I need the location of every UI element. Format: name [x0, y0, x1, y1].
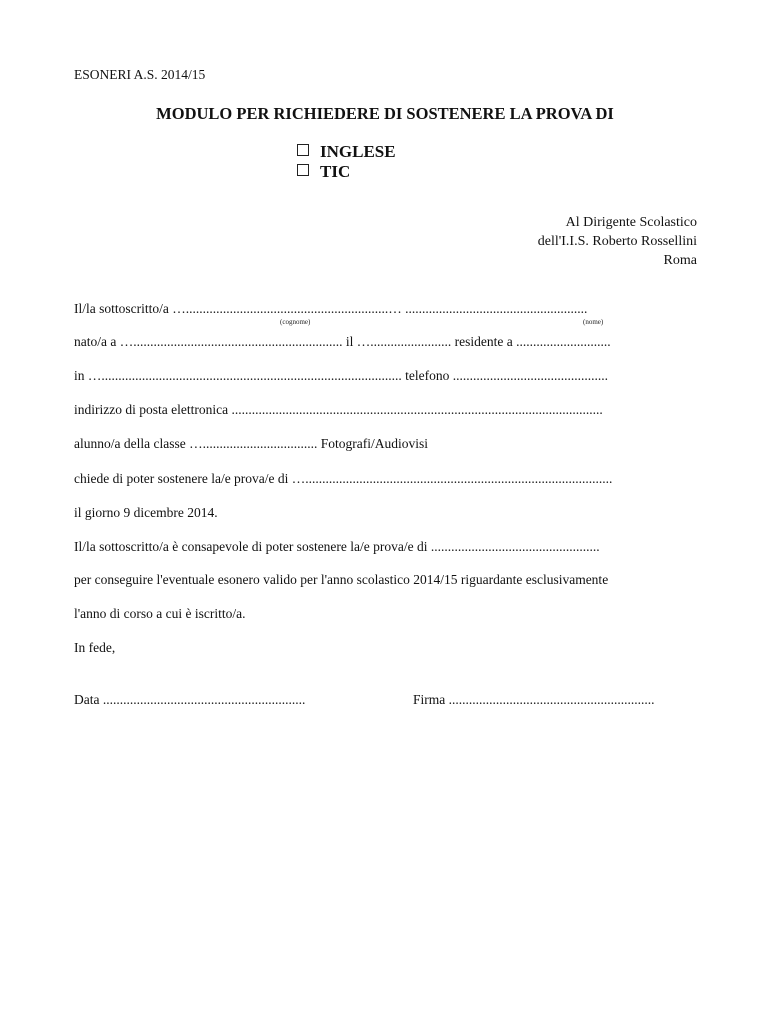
field-firma[interactable]: Firma .............................................................	[413, 692, 655, 707]
form-title: MODULO PER RICHIEDERE DI SOSTENERE LA PROVA DI	[156, 104, 614, 123]
field-prova[interactable]: chiede di poter sostenere la/e prova/e di …...........................................................................................	[74, 471, 613, 486]
option-inglese[interactable]	[297, 142, 396, 162]
option-tic[interactable]	[297, 162, 350, 182]
document-header: ESONERI A.S. 2014/15	[74, 67, 206, 82]
text-in-fede: In fede,	[74, 640, 116, 655]
hint-cognome: (cognome)	[280, 318, 311, 326]
hint-nome: (nome)	[583, 318, 604, 326]
recipient-line-2: dell'I.I.S. Roberto Rossellini	[537, 234, 697, 249]
recipient-address	[538, 213, 697, 270]
text-giorno: il giorno 9 dicembre 2014.	[74, 505, 218, 520]
recipient-line-1: Al Dirigente Scolastico	[565, 215, 697, 230]
text-anno-corso: l'anno di corso a cui è iscritto/a.	[74, 606, 246, 621]
checkbox-tic[interactable]	[297, 164, 309, 176]
recipient-line-3: Roma	[663, 253, 697, 268]
text-conseguire: per conseguire l'eventuale esonero valido per l'anno scolastico 2014/15 riguardante esclusivamente	[74, 572, 609, 587]
field-sottoscritto[interactable]: Il/la sottoscritto/a …............................................................… ......................................................	[74, 301, 588, 316]
field-consapevole[interactable]: Il/la sottoscritto/a è consapevole di poter sostenere la/e prova/e di ..................................................	[74, 539, 600, 554]
option-tic-label: TIC	[320, 162, 351, 181]
field-email[interactable]: indirizzo di posta elettronica ..............................................................................................................	[74, 402, 603, 417]
checkbox-inglese[interactable]	[297, 144, 309, 156]
field-classe[interactable]: alunno/a della classe ….................................. Fotografi/Audiovisi	[74, 436, 428, 451]
field-nato-residente[interactable]: nato/a a ….............................................................. il …........................ residente a ............................	[74, 334, 611, 349]
field-data[interactable]: Data ............................................................	[74, 692, 306, 707]
option-inglese-label: INGLESE	[320, 142, 396, 161]
field-in-telefono[interactable]: in …......................................................................................... telefono ..............................................	[74, 368, 608, 383]
